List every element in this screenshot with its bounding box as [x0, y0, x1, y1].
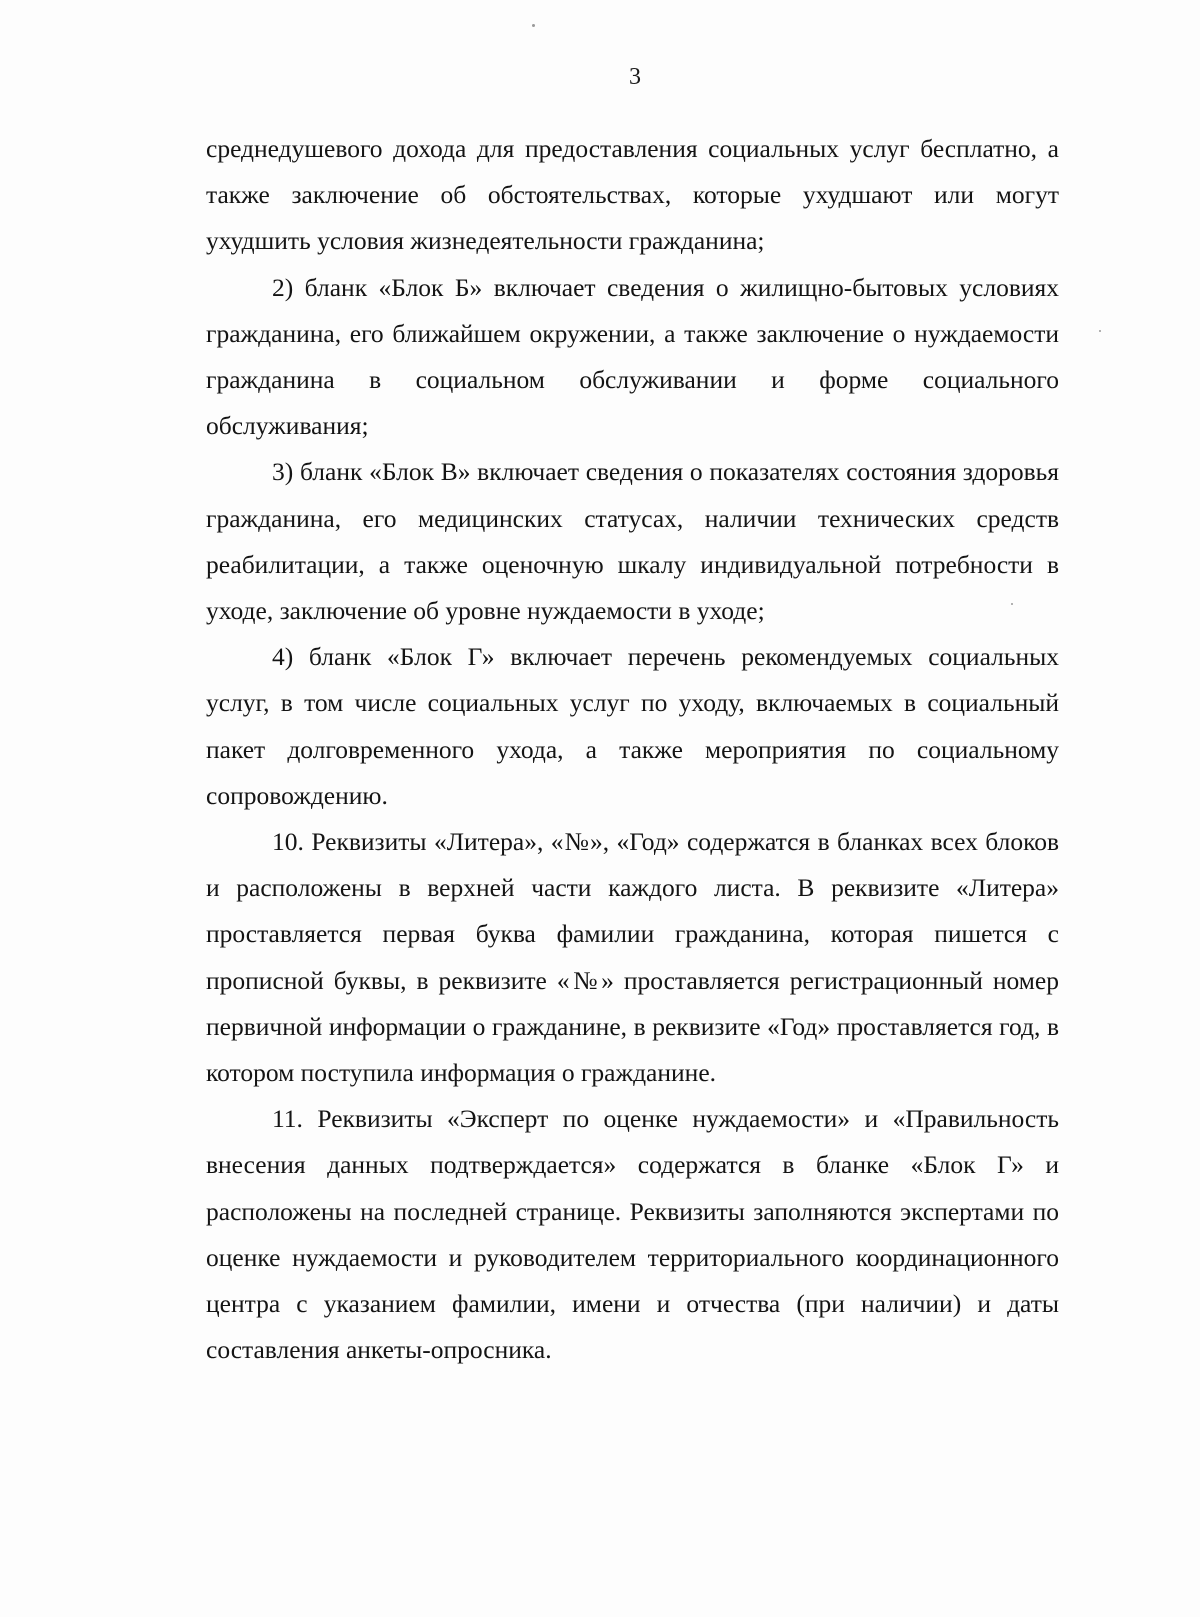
page-number: 3: [629, 64, 641, 90]
paragraph-item-4: 4) бланк «Блок Г» включает перечень рекомендуемых социальных услуг, в том числе социальных услуг по уходу, включаемых в социальный пакет долговременного ухода, а также мероприятия по социальному сопровождению.: [206, 642, 1059, 810]
paragraph-item-2: 2) бланк «Блок Б» включает сведения о жилищно-бытовых условиях гражданина, его ближайшем окружении, а также заключение о нуждаемости гражданина в социальном обслуживании и форме социального обслуживания;: [206, 272, 1059, 441]
paragraph-item-3: 3) бланк «Блок В» включает сведения о показателях состояния здоровья гражданина, его медицинских статусах, наличии технических средств реабилитации, а также оценочную шкалу индивидуальной потребности в уходе, заключение об уровне нуждаемости в уходе;: [206, 457, 1059, 626]
document-body: [206, 126, 1059, 1373]
paragraph-clause-11: 11. Реквизиты «Эксперт по оценке нуждаемости» и «Правильность внесения данных подтверждается» содержатся в бланке «Блок Г» и расположены на последней странице. Реквизиты заполняются экспертами по оценке нуждаемости и руководителем территориального координационного центра с указанием фамилии, имени и отчества (при наличии) и даты составления анкеты-опросника.: [206, 1104, 1059, 1365]
paragraph-clause-10: 10. Реквизиты «Литера», «№», «Год» содержатся в бланках всех блоков и расположены в верхней части каждого листа. В реквизите «Литера» проставляется первая буква фамилии гражданина, которая пишется с прописной буквы, в реквизите «№» проставляется регистрационный номер первичной информации о гражданине, в реквизите «Год» проставляется год, в котором поступила информация о гражданине.: [206, 827, 1059, 1088]
scan-speck: [532, 24, 535, 27]
paragraph-continuation: среднедушевого дохода для предоставления социальных услуг бесплатно, а также заключение об обстоятельствах, которые ухудшают или могут ухудшить условия жизнедеятельности гражданина;: [206, 134, 1059, 256]
scan-speck: [1099, 330, 1101, 332]
